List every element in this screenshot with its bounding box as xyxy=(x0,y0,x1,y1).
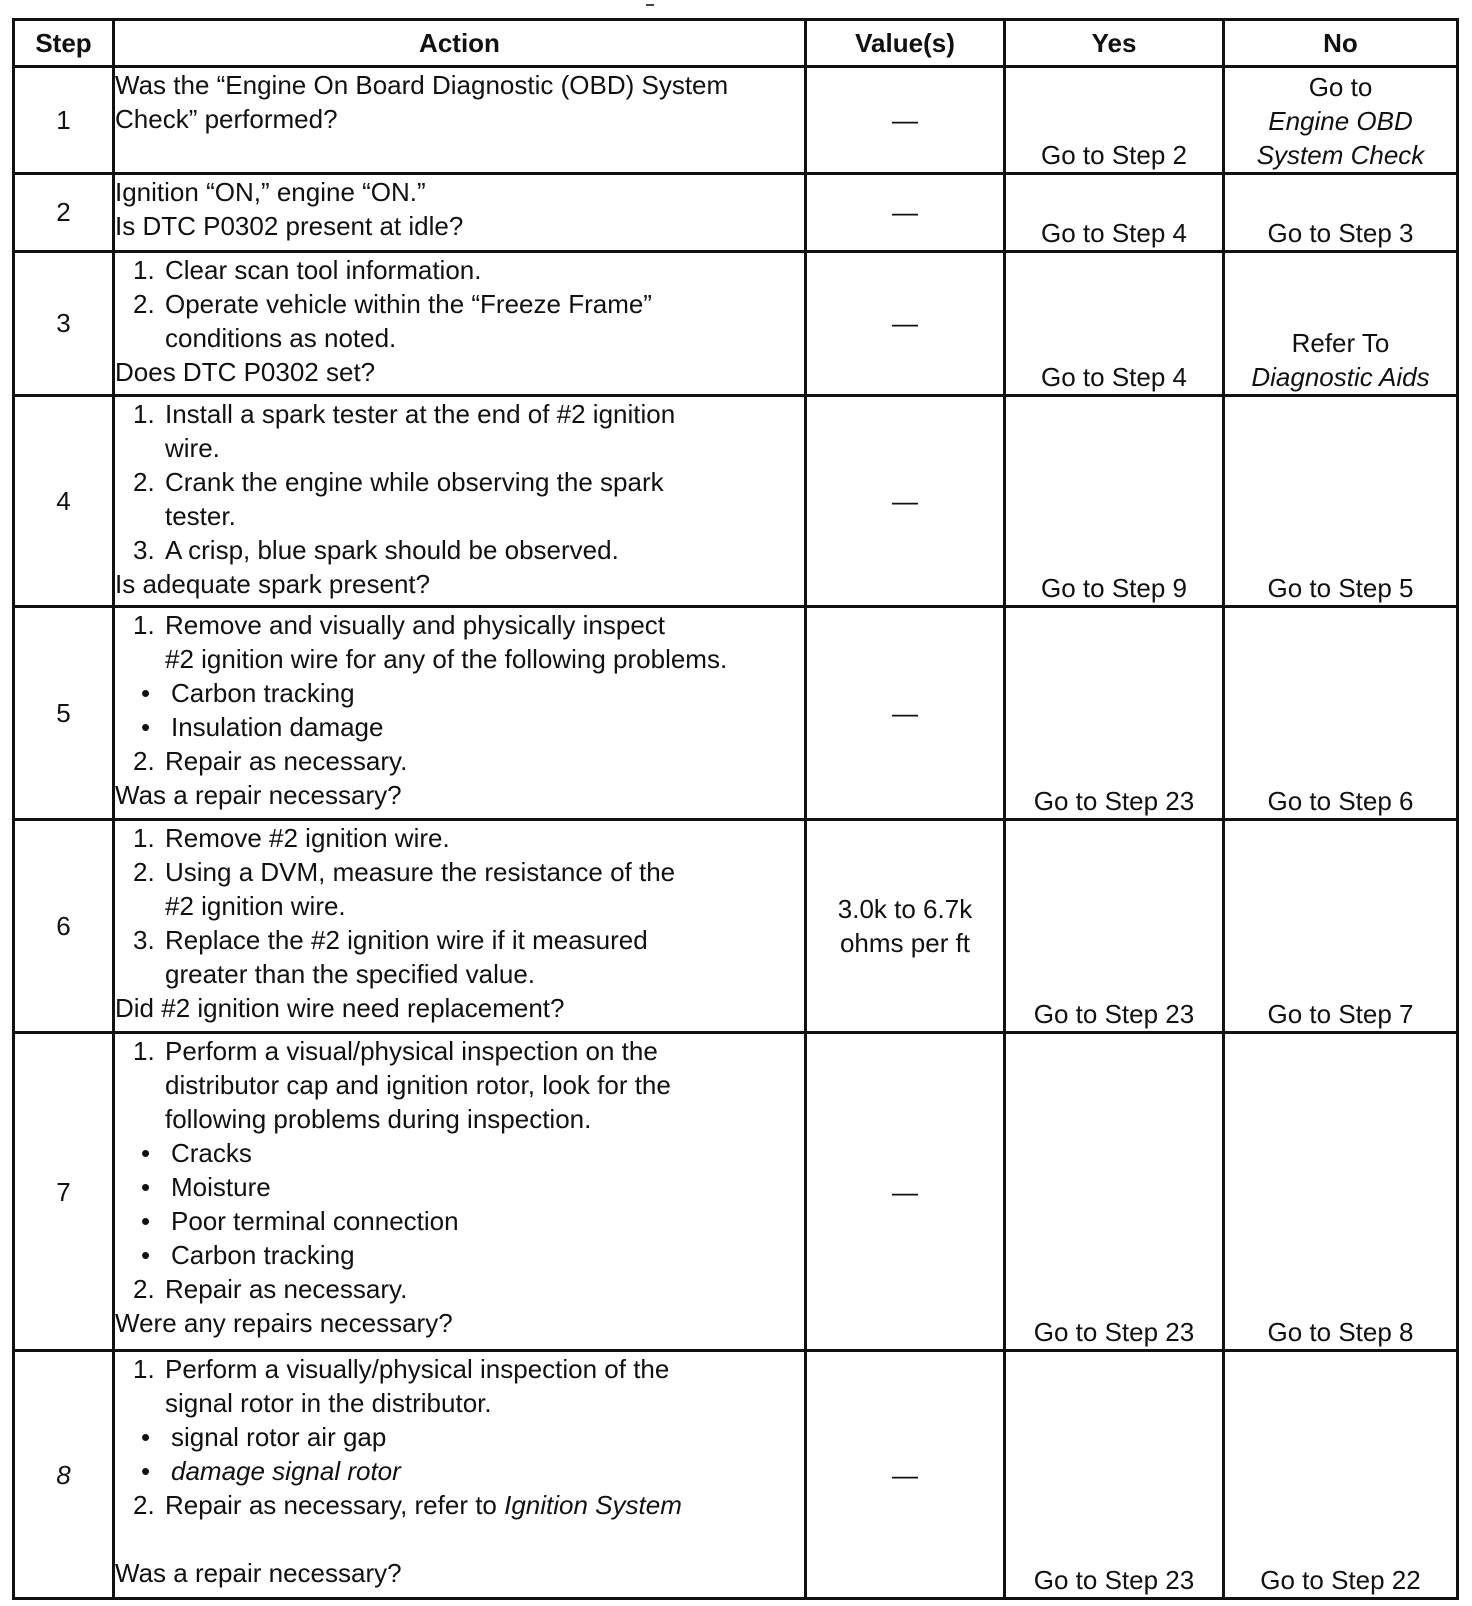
numbered-item: 2. Operate vehicle within the “Freeze Frame” xyxy=(133,288,652,319)
step-number: 8 xyxy=(14,1351,114,1599)
item-continuation: wire. xyxy=(165,432,220,463)
item-continuation: #2 ignition wire for any of the following problems. xyxy=(165,644,728,675)
bullet-item: • damage signal rotor xyxy=(141,1456,401,1487)
bullet-item: • Carbon tracking xyxy=(141,1240,355,1271)
yes-cell: Go to Step 23 xyxy=(1005,607,1224,820)
item-continuation: distributor cap and ignition rotor, look for the xyxy=(165,1070,671,1101)
numbered-item: 1. Perform a visually/physical inspection of the xyxy=(133,1354,670,1385)
value-dash: — xyxy=(892,308,918,339)
no-cell: Go to Step 3 xyxy=(1224,173,1458,251)
value-dash: — xyxy=(892,1459,918,1490)
action-cell xyxy=(114,395,806,606)
numbered-item: 2. Crank the engine while observing the spark xyxy=(133,466,664,497)
value-cell xyxy=(806,395,1005,606)
no-link-text: System Check xyxy=(1256,139,1425,170)
action-cell xyxy=(114,251,806,395)
action-text: Check” performed? xyxy=(115,104,338,134)
item-continuation: conditions as noted. xyxy=(165,322,397,353)
table-row xyxy=(14,1351,1458,1599)
item-continuation: greater than the specified value. xyxy=(165,959,536,990)
numbered-item: 1. Perform a visual/physical inspection on the xyxy=(133,1036,658,1067)
action-question: Is adequate spark present? xyxy=(115,568,431,599)
no-cell: Go to Step 22 xyxy=(1224,1351,1458,1599)
value-cell xyxy=(806,1351,1005,1599)
bullet-item: • Poor terminal connection xyxy=(141,1206,459,1237)
action-question: Was a repair necessary? xyxy=(115,780,402,811)
table-row xyxy=(14,607,1458,820)
yes-cell: Go to Step 23 xyxy=(1005,820,1224,1033)
yes-cell: Go to Step 9 xyxy=(1005,395,1224,606)
no-cell: Go to Step 8 xyxy=(1224,1033,1458,1351)
no-cell: Go to Step 7 xyxy=(1224,820,1458,1033)
header-yes: Yes xyxy=(1005,20,1224,67)
value-cell xyxy=(806,820,1005,1033)
action-text: Was the “Engine On Board Diagnostic (OBD) System xyxy=(115,70,729,100)
table-row xyxy=(14,395,1458,606)
value-text: ohms per ft xyxy=(839,928,971,959)
value-dash: — xyxy=(892,1176,918,1207)
step-number: 4 xyxy=(14,395,114,606)
bullet-item: • Cracks xyxy=(141,1138,252,1169)
header-no: No xyxy=(1224,20,1458,67)
value-cell xyxy=(806,67,1005,174)
bullet-item: • Insulation damage xyxy=(141,712,384,743)
action-cell xyxy=(114,1033,806,1351)
ignition-system-reference: Ignition System xyxy=(504,1490,682,1521)
table-row xyxy=(14,67,1458,174)
bullet-item: • signal rotor air gap xyxy=(141,1422,387,1453)
header-action: Action xyxy=(114,20,806,67)
item-continuation: #2 ignition wire. xyxy=(165,891,346,922)
step-number: 5 xyxy=(14,607,114,820)
yes-cell: Go to Step 23 xyxy=(1005,1033,1224,1351)
value-dash: — xyxy=(892,486,918,516)
action-text: Ignition “ON,” engine “ON.” xyxy=(115,176,426,207)
numbered-item: 2. Repair as necessary. xyxy=(133,746,408,777)
no-link-text: Engine OBD xyxy=(1268,105,1413,136)
action-cell xyxy=(114,67,806,174)
no-cell: Go to Step 5 xyxy=(1224,395,1458,606)
value-cell xyxy=(806,607,1005,820)
action-cell xyxy=(114,607,806,820)
numbered-item: 1. Clear scan tool information. xyxy=(133,254,482,285)
bullet-item: • Moisture xyxy=(141,1172,271,1203)
no-cell: Go to Step 6 xyxy=(1224,607,1458,820)
value-cell xyxy=(806,1033,1005,1351)
step-number: 7 xyxy=(14,1033,114,1351)
value-text: 3.0k to 6.7k xyxy=(837,894,973,925)
yes-cell: Go to Step 4 xyxy=(1005,173,1224,251)
action-question: Were any repairs necessary? xyxy=(115,1308,453,1339)
value-dash: — xyxy=(892,197,918,228)
yes-cell: Go to Step 23 xyxy=(1005,1351,1224,1599)
step-number: 1 xyxy=(14,67,114,174)
numbered-item: 1. Install a spark tester at the end of #2 ignition xyxy=(133,398,676,429)
header-values: Value(s) xyxy=(806,20,1005,67)
no-text: Refer To xyxy=(1291,327,1390,358)
value-cell xyxy=(806,251,1005,395)
value-cell xyxy=(806,173,1005,251)
item-continuation: following problems during inspection. xyxy=(165,1104,592,1135)
numbered-item: 2. Using a DVM, measure the resistance of the xyxy=(133,857,676,888)
item-continuation: signal rotor in the distributor. xyxy=(165,1388,492,1419)
action-question: Does DTC P0302 set? xyxy=(115,356,376,387)
action-text: Is DTC P0302 present at idle? xyxy=(115,210,464,241)
action-question: Was a repair necessary? xyxy=(115,1558,402,1589)
action-question: Did #2 ignition wire need replacement? xyxy=(115,993,565,1024)
bullet-item: • Carbon tracking xyxy=(141,678,355,709)
value-dash: — xyxy=(892,104,918,135)
numbered-item: 1. Remove and visually and physically inspect xyxy=(133,610,666,641)
action-cell xyxy=(114,173,806,251)
numbered-item: 2. Repair as necessary. xyxy=(133,1274,408,1305)
yes-cell: Go to Step 2 xyxy=(1005,67,1224,174)
numbered-item: 1. Remove #2 ignition wire. xyxy=(133,823,450,854)
table-header-row xyxy=(14,20,1458,67)
no-link-text: Diagnostic Aids xyxy=(1251,361,1430,392)
table-row xyxy=(14,173,1458,251)
action-cell xyxy=(114,1351,806,1599)
no-text: Go to xyxy=(1308,71,1373,102)
numbered-item: 3. A crisp, blue spark should be observed. xyxy=(133,534,619,565)
item-continuation: tester. xyxy=(165,500,236,531)
no-cell xyxy=(1224,67,1458,174)
header-step: Step xyxy=(14,20,114,67)
table-row xyxy=(14,820,1458,1033)
table-row xyxy=(14,1033,1458,1351)
diagnostic-table xyxy=(12,18,1459,1600)
scan-mark xyxy=(646,4,654,6)
step-number: 6 xyxy=(14,820,114,1033)
numbered-item: 3. Replace the #2 ignition wire if it measured xyxy=(133,925,648,956)
numbered-item: 2. Repair as necessary, refer to Ignition System xyxy=(133,1490,682,1521)
action-cell xyxy=(114,820,806,1033)
value-dash: — xyxy=(892,698,918,729)
yes-cell: Go to Step 4 xyxy=(1005,251,1224,395)
table-row xyxy=(14,251,1458,395)
no-cell xyxy=(1224,251,1458,395)
step-number: 2 xyxy=(14,173,114,251)
step-number: 3 xyxy=(14,251,114,395)
